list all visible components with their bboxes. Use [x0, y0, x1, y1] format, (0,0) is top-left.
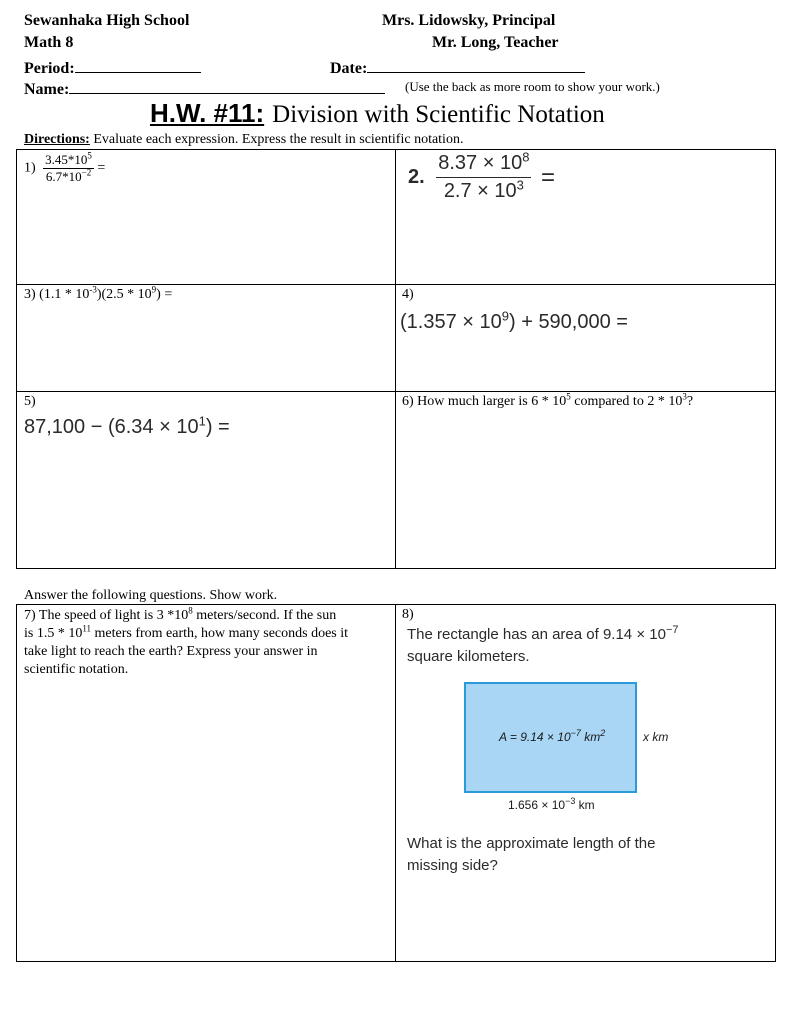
problem-8-line-2: square kilometers.	[407, 648, 530, 665]
problem-5-a: 87,100 − (6.34 × 10	[24, 416, 199, 438]
problem-3-a: (1.1 * 10	[39, 287, 90, 302]
problem-7-line-2b: meters from earth, how many seconds does it	[91, 626, 349, 641]
period-blank[interactable]	[75, 56, 201, 73]
problem-2-numerator-exp: 8	[522, 149, 530, 165]
area-label-exp2: 2	[600, 728, 606, 738]
hw-number: H.W. #11:	[150, 98, 265, 128]
directions-label: Directions:	[24, 132, 90, 147]
problem-8-question-2: missing side?	[407, 857, 498, 874]
problem-7-line-2	[24, 625, 348, 643]
area-label-b: km	[580, 730, 601, 744]
problem-2-denominator: 2.7 × 10	[443, 180, 517, 202]
bottom-label-b: km	[575, 798, 595, 812]
problem-7-line-1b: meters/second. If the sun	[192, 608, 337, 623]
problem-8-number: 8)	[402, 607, 414, 622]
problem-7	[24, 607, 348, 679]
problem-3-a-exp: -3	[89, 284, 97, 295]
date-label: Date:	[330, 60, 368, 77]
problem-3	[24, 284, 173, 303]
date-field	[330, 56, 585, 78]
problem-8-question	[407, 833, 655, 877]
problem-8-prompt	[407, 624, 678, 668]
problem-5-number: 5)	[24, 394, 36, 409]
problem-7-number: 7)	[24, 608, 36, 623]
problem-5	[24, 413, 230, 439]
problem-7-line-2a: is 1.5 * 10	[24, 626, 83, 641]
problem-6-a-exp: 5	[566, 391, 571, 402]
problem-3-end: ) =	[156, 287, 173, 302]
problem-7-line-2a-exp: 11	[82, 623, 92, 634]
problem-1-equals: =	[97, 160, 106, 176]
questions-divider-v	[395, 604, 396, 962]
problem-4-a-exp: 9	[501, 308, 509, 324]
problem-6-number: 6)	[402, 394, 414, 409]
problem-3-number: 3)	[24, 287, 36, 302]
problem-4-a: (1.357 × 10	[400, 311, 502, 333]
problem-1-number: 1)	[24, 160, 36, 176]
directions	[24, 132, 463, 148]
problem-1-numerator-exp: 5	[87, 150, 92, 161]
grid-divider-v	[395, 149, 396, 569]
back-note: (Use the back as more room to show your work.)	[405, 79, 660, 94]
problem-6-a: How much larger is 6 * 10	[417, 394, 567, 409]
grid-divider-h1	[16, 284, 776, 285]
problem-1-fraction	[43, 152, 94, 185]
problems-grid	[16, 149, 776, 569]
problem-7-line-1a-exp: 8	[188, 605, 193, 616]
problem-7-line-3: take light to reach the earth? Express your answer in	[24, 644, 318, 659]
problem-7-line-4: scientific notation.	[24, 662, 129, 677]
problem-8-line-1a-exp: −7	[665, 624, 679, 636]
problem-8-line-1	[407, 624, 678, 646]
problem-7-line-1	[24, 607, 348, 625]
problem-7-line-1a: The speed of light is 3 *10	[38, 608, 189, 623]
bottom-label-exp: −3	[565, 796, 576, 806]
problem-3-b: )(2.5 * 10	[96, 287, 152, 302]
problem-8-line-1a: The rectangle has an area of 9.14 × 10	[407, 626, 666, 643]
grid-divider-h2	[16, 391, 776, 392]
period-label: Period:	[24, 60, 75, 77]
course-name: Math 8	[24, 34, 74, 51]
problem-3-b-exp: 9	[151, 284, 157, 295]
problem-1-denominator: 6.7*10	[45, 169, 82, 184]
problem-4	[400, 308, 628, 334]
section-2-intro: Answer the following questions. Show work.	[24, 588, 278, 603]
problem-2	[408, 149, 556, 203]
problem-2-numerator: 8.37 × 10	[438, 152, 523, 174]
problem-6-b: compared to 2 * 10	[570, 394, 683, 409]
problem-2-fraction	[436, 149, 531, 203]
principal-name: Mrs. Lidowsky, Principal	[382, 12, 556, 29]
bottom-label-a: 1.656 × 10	[508, 798, 566, 812]
problem-2-number: 2.	[408, 166, 425, 188]
side-label: x km	[643, 730, 669, 744]
date-blank[interactable]	[367, 56, 585, 73]
bottom-label	[508, 798, 595, 812]
period-field	[24, 56, 201, 78]
problem-2-denominator-exp: 3	[516, 177, 524, 193]
page-title	[150, 98, 605, 129]
area-label-a: A = 9.14 × 10	[499, 730, 571, 744]
name-blank[interactable]	[69, 77, 385, 94]
problem-4-number: 4)	[402, 287, 414, 302]
problem-5-end: ) =	[205, 416, 230, 438]
teacher-name: Mr. Long, Teacher	[432, 34, 559, 51]
problem-6-end: ?	[686, 394, 694, 409]
area-label	[499, 730, 605, 744]
problem-1	[24, 152, 105, 185]
name-field	[24, 77, 385, 99]
problem-1-numerator: 3.45*10	[45, 152, 88, 167]
problem-5-a-exp: 1	[198, 413, 206, 429]
hw-topic: Division with Scientific Notation	[272, 101, 605, 128]
problem-6	[402, 391, 694, 410]
problem-4-end: ) + 590,000 =	[508, 311, 628, 333]
problem-8-question-1: What is the approximate length of the	[407, 835, 656, 852]
problem-1-denominator-exp: −2	[81, 167, 92, 178]
name-label: Name:	[24, 81, 70, 98]
directions-text: Evaluate each expression. Express the result in scientific notation.	[93, 132, 464, 147]
problem-2-equals: =	[541, 163, 556, 191]
area-label-exp: −7	[570, 728, 581, 738]
school-name: Sewanhaka High School	[24, 12, 190, 29]
problem-6-b-exp: 3	[682, 391, 687, 402]
